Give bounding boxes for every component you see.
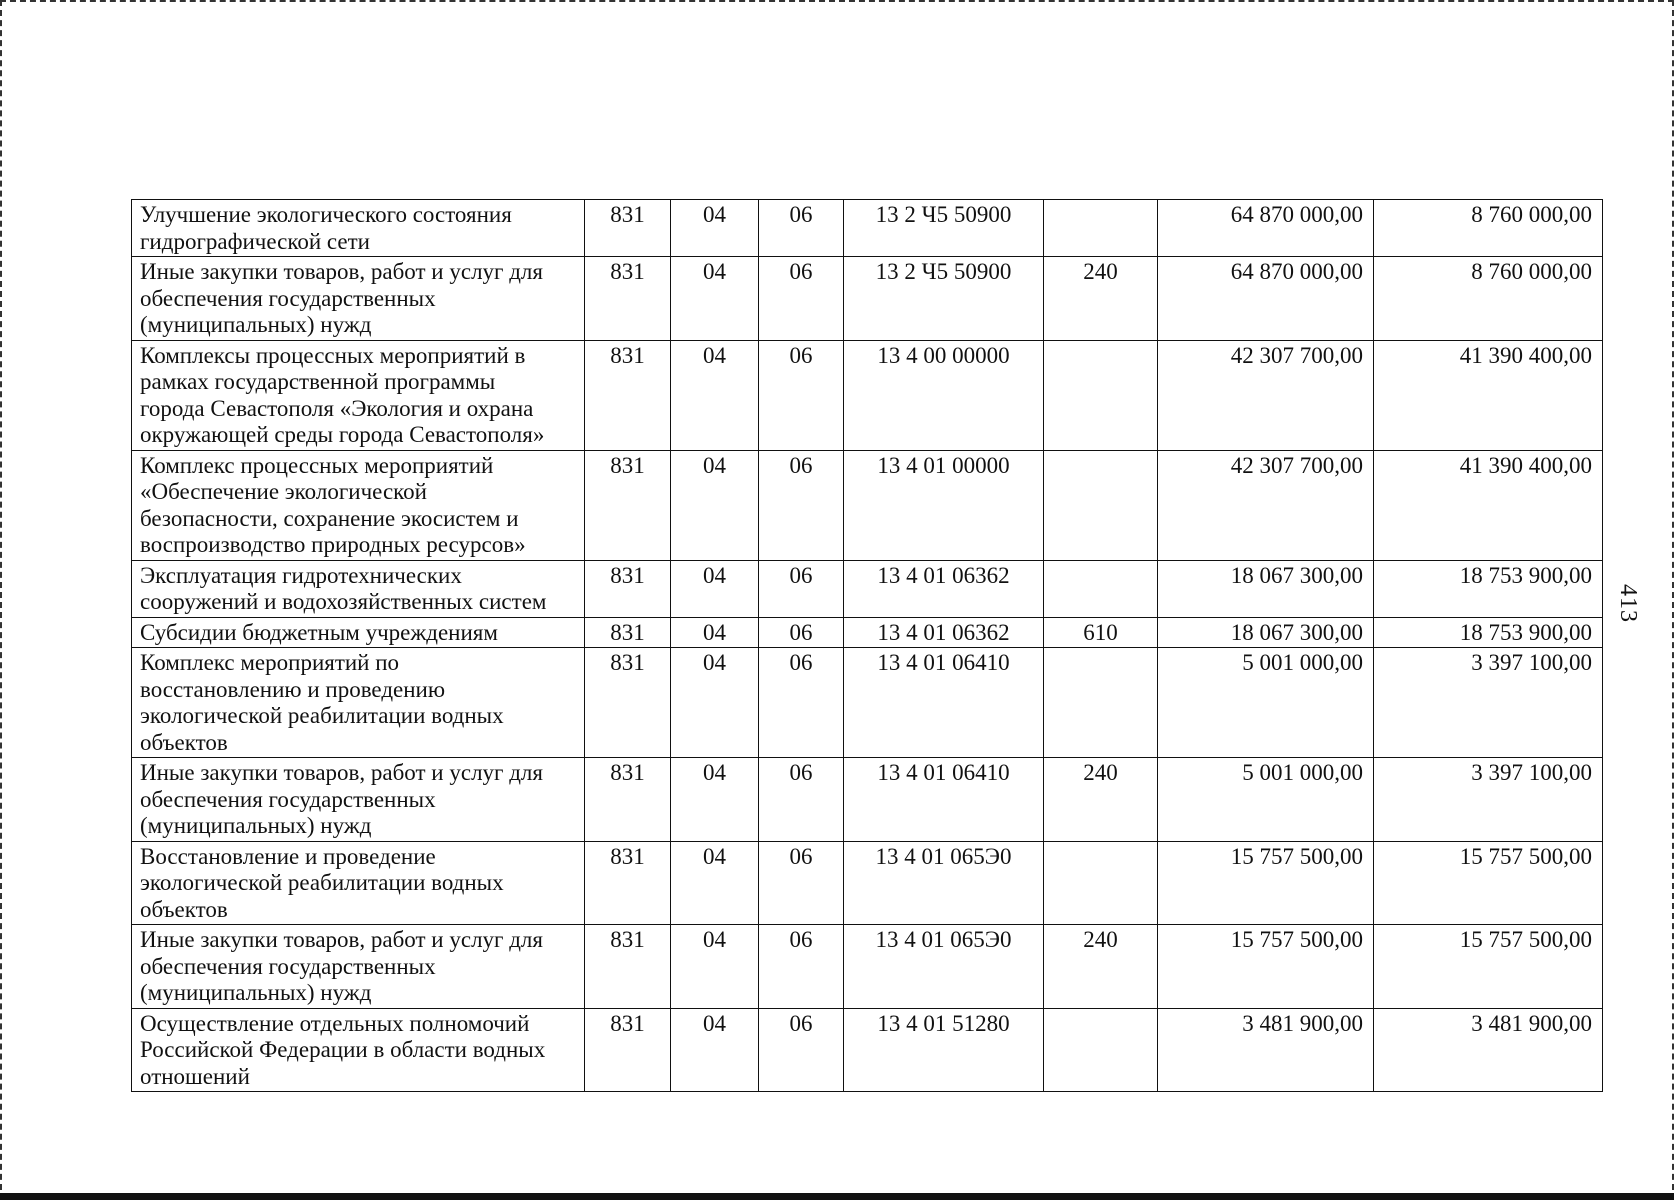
amount-year2-cell: 3 397 100,00 [1374, 648, 1603, 758]
row-name-line: Иные закупки товаров, работ и услуг для [140, 760, 543, 785]
row-name-line: Субсидии бюджетным учреждениям [140, 619, 498, 645]
row-name-line: сооружений и водохозяйственных систем [140, 589, 547, 614]
amount-year1-cell: 64 870 000,00 [1158, 200, 1374, 257]
row-name-line: Иные закупки товаров, работ и услуг для [140, 259, 543, 284]
scan-top-border [0, 0, 1674, 2]
target-article-cell: 13 4 01 00000 [844, 450, 1044, 560]
section-code-cell: 04 [671, 758, 759, 842]
subsection-code-cell: 06 [759, 200, 844, 257]
amount-year1-cell: 42 307 700,00 [1158, 450, 1374, 560]
ministry-code-cell: 831 [585, 617, 671, 648]
expense-type-cell [1044, 200, 1158, 257]
row-name-cell [132, 560, 585, 617]
subsection-code-cell: 06 [759, 257, 844, 341]
target-article-cell: 13 2 Ч5 50900 [844, 257, 1044, 341]
section-code-cell: 04 [671, 450, 759, 560]
row-name-line: экологической реабилитации водных [140, 870, 504, 895]
subsection-code-cell: 06 [759, 340, 844, 450]
row-name-cell [132, 841, 585, 925]
row-name-cell [132, 450, 585, 560]
row-name-line: Иные закупки товаров, работ и услуг для [140, 927, 543, 952]
budget-table [131, 199, 1603, 1092]
table-row [132, 560, 1603, 617]
target-article-cell: 13 4 01 06410 [844, 758, 1044, 842]
subsection-code-cell: 06 [759, 560, 844, 617]
section-code-cell: 04 [671, 340, 759, 450]
row-name-cell [132, 648, 585, 758]
ministry-code-cell: 831 [585, 200, 671, 257]
row-name-line: безопасности, сохранение экосистем и [140, 505, 519, 531]
amount-year1-cell: 3 481 900,00 [1158, 1008, 1374, 1092]
row-name-cell [132, 925, 585, 1009]
row-name-line: гидрографической сети [140, 228, 370, 254]
row-name-line: «Обеспечение экологической [140, 479, 427, 504]
amount-year1-cell: 64 870 000,00 [1158, 257, 1374, 341]
amount-year1-cell: 5 001 000,00 [1158, 758, 1374, 842]
table-row [132, 648, 1603, 758]
row-name-line: воспроизводство природных ресурсов» [140, 532, 526, 557]
table-body [132, 200, 1603, 1092]
amount-year2-cell: 41 390 400,00 [1374, 450, 1603, 560]
amount-year2-cell: 3 481 900,00 [1374, 1008, 1603, 1092]
row-name-line: рамках государственной программы [140, 369, 496, 394]
row-name-cell [132, 257, 585, 341]
table-row [132, 617, 1603, 648]
expense-type-cell: 240 [1044, 257, 1158, 341]
row-name-line: Российской Федерации в области водных [140, 1037, 546, 1062]
amount-year2-cell: 8 760 000,00 [1374, 257, 1603, 341]
expense-type-cell [1044, 340, 1158, 450]
section-code-cell: 04 [671, 200, 759, 257]
amount-year2-cell: 15 757 500,00 [1374, 841, 1603, 925]
table-row [132, 450, 1603, 560]
ministry-code-cell: 831 [585, 758, 671, 842]
subsection-code-cell: 06 [759, 758, 844, 842]
amount-year2-cell: 15 757 500,00 [1374, 925, 1603, 1009]
expense-type-cell: 610 [1044, 617, 1158, 648]
row-name-line: обеспечения государственных [140, 786, 436, 812]
amount-year1-cell: 15 757 500,00 [1158, 841, 1374, 925]
target-article-cell: 13 4 00 00000 [844, 340, 1044, 450]
table-row [132, 1008, 1603, 1092]
table-row [132, 257, 1603, 341]
amount-year2-cell: 3 397 100,00 [1374, 758, 1603, 842]
ministry-code-cell: 831 [585, 925, 671, 1009]
section-code-cell: 04 [671, 560, 759, 617]
target-article-cell: 13 4 01 06362 [844, 617, 1044, 648]
amount-year1-cell: 18 067 300,00 [1158, 617, 1374, 648]
row-name-line: Комплекс процессных мероприятий [140, 452, 494, 478]
row-name-line: отношений [140, 1063, 250, 1089]
section-code-cell: 04 [671, 925, 759, 1009]
expense-type-cell [1044, 841, 1158, 925]
scan-left-border [0, 0, 2, 1200]
row-name-line: Улучшение экологического состояния [140, 202, 512, 227]
scan-bottom-band [0, 1193, 1674, 1200]
section-code-cell: 04 [671, 1008, 759, 1092]
row-name-cell [132, 200, 585, 257]
section-code-cell: 04 [671, 841, 759, 925]
subsection-code-cell: 06 [759, 1008, 844, 1092]
row-name-line: Восстановление и проведение [140, 843, 436, 869]
row-name-cell [132, 1008, 585, 1092]
ministry-code-cell: 831 [585, 841, 671, 925]
row-name-line: (муниципальных) нужд [140, 813, 372, 838]
amount-year2-cell: 41 390 400,00 [1374, 340, 1603, 450]
amount-year1-cell: 42 307 700,00 [1158, 340, 1374, 450]
expense-type-cell: 240 [1044, 758, 1158, 842]
target-article-cell: 13 4 01 51280 [844, 1008, 1044, 1092]
table-row [132, 925, 1603, 1009]
expense-type-cell [1044, 1008, 1158, 1092]
section-code-cell: 04 [671, 648, 759, 758]
section-code-cell: 04 [671, 617, 759, 648]
row-name-line: обеспечения государственных [140, 953, 436, 979]
subsection-code-cell: 06 [759, 648, 844, 758]
expense-type-cell [1044, 560, 1158, 617]
row-name-line: Комплекс мероприятий по [140, 650, 400, 675]
target-article-cell: 13 4 01 065Э0 [844, 925, 1044, 1009]
row-name-line: экологической реабилитации водных [140, 703, 504, 728]
expense-type-cell [1044, 450, 1158, 560]
row-name-line: объектов [140, 729, 228, 755]
amount-year1-cell: 18 067 300,00 [1158, 560, 1374, 617]
row-name-line: Эксплуатация гидротехнических [140, 562, 462, 588]
row-name-cell [132, 340, 585, 450]
amount-year1-cell: 15 757 500,00 [1158, 925, 1374, 1009]
target-article-cell: 13 4 01 06410 [844, 648, 1044, 758]
row-name-line: (муниципальных) нужд [140, 312, 372, 337]
ministry-code-cell: 831 [585, 560, 671, 617]
table-row [132, 200, 1603, 257]
subsection-code-cell: 06 [759, 450, 844, 560]
expense-type-cell: 240 [1044, 925, 1158, 1009]
page-number: 413 [1615, 584, 1641, 623]
target-article-cell: 13 4 01 06362 [844, 560, 1044, 617]
row-name-line: объектов [140, 896, 228, 922]
row-name-cell [132, 617, 585, 648]
table-row [132, 758, 1603, 842]
ministry-code-cell: 831 [585, 340, 671, 450]
table-row [132, 841, 1603, 925]
ministry-code-cell: 831 [585, 648, 671, 758]
target-article-cell: 13 2 Ч5 50900 [844, 200, 1044, 257]
ministry-code-cell: 831 [585, 1008, 671, 1092]
row-name-line: Комплексы процессных мероприятий в [140, 342, 526, 368]
amount-year1-cell: 5 001 000,00 [1158, 648, 1374, 758]
amount-year2-cell: 8 760 000,00 [1374, 200, 1603, 257]
section-code-cell: 04 [671, 257, 759, 341]
row-name-line: (муниципальных) нужд [140, 980, 372, 1005]
row-name-line: восстановлению и проведению [140, 676, 446, 702]
ministry-code-cell: 831 [585, 257, 671, 341]
ministry-code-cell: 831 [585, 450, 671, 560]
target-article-cell: 13 4 01 065Э0 [844, 841, 1044, 925]
amount-year2-cell: 18 753 900,00 [1374, 560, 1603, 617]
row-name-line: обеспечения государственных [140, 285, 436, 311]
row-name-line: Осуществление отдельных полномочий [140, 1010, 530, 1036]
row-name-line: окружающей среды города Севастополя» [140, 422, 545, 447]
row-name-line: города Севастополя «Экология и охрана [140, 395, 534, 421]
amount-year2-cell: 18 753 900,00 [1374, 617, 1603, 648]
expense-type-cell [1044, 648, 1158, 758]
row-name-cell [132, 758, 585, 842]
subsection-code-cell: 06 [759, 841, 844, 925]
subsection-code-cell: 06 [759, 617, 844, 648]
subsection-code-cell: 06 [759, 925, 844, 1009]
table-row [132, 340, 1603, 450]
